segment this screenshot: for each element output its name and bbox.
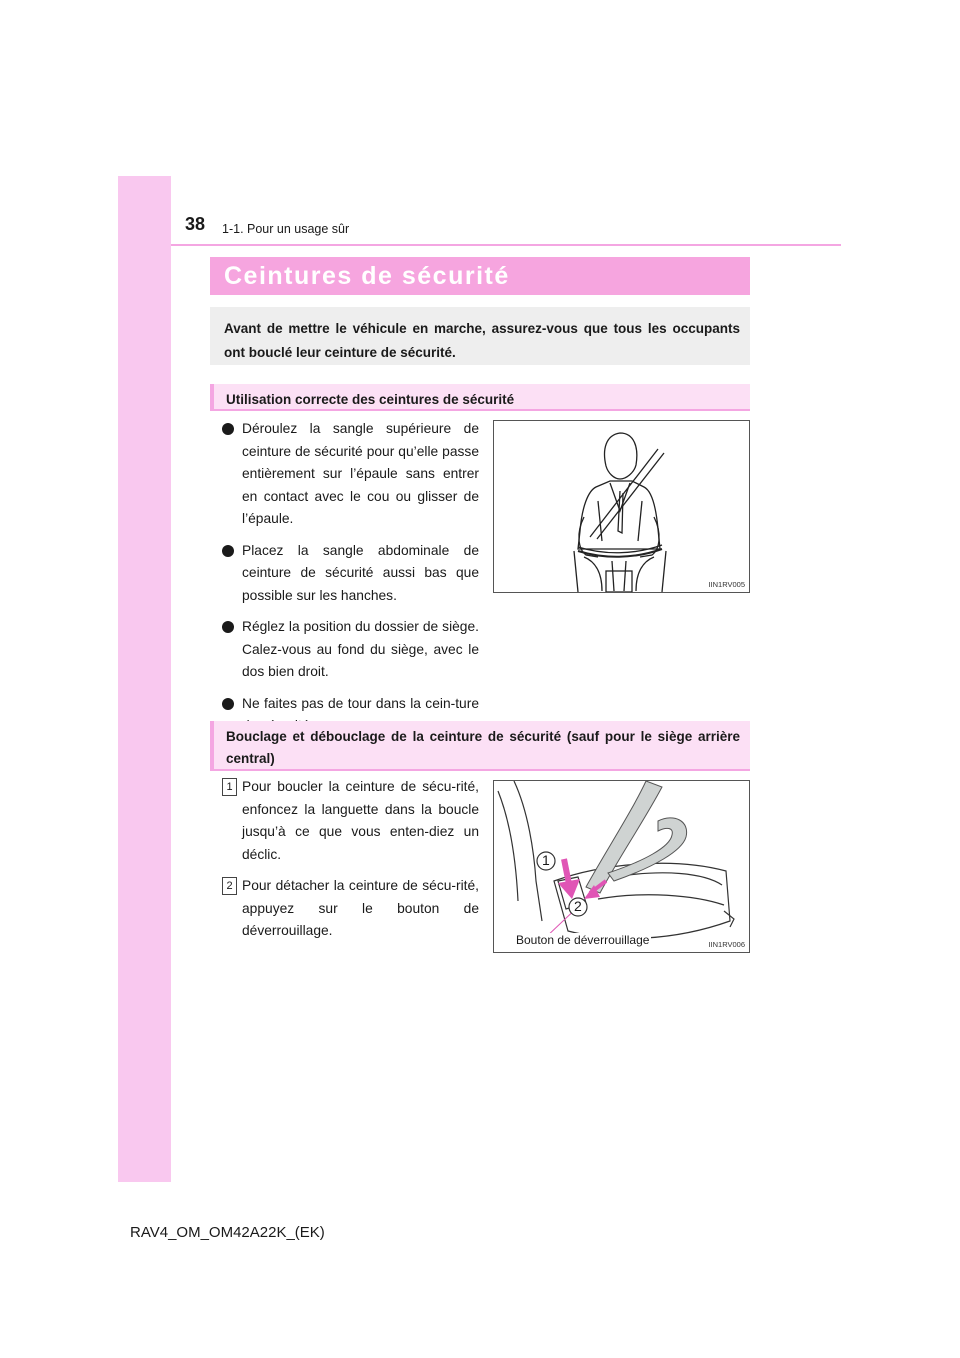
page-title-banner — [210, 257, 750, 295]
section-heading-usage — [210, 384, 750, 411]
list-item: 2 Pour détacher la ceinture de sécu-rité, appuyez sur le bouton de déverrouillage. — [222, 875, 479, 943]
step-number-badge: 1 — [222, 778, 237, 796]
bullet-dot-icon — [222, 621, 234, 633]
section-heading-buckling-text: Bouclage et débouclage de la ceinture de sécurité (sauf pour le siège arrière central) — [226, 729, 740, 766]
page-title: Ceintures de sécurité — [224, 262, 510, 290]
side-tab-band — [118, 176, 171, 1182]
page-number: 38 — [185, 214, 206, 234]
document-footer: RAV4_OM_OM42A22K_(EK) — [130, 1224, 325, 1241]
list-item: Déroulez la sangle supérieure de ceinture de sécurité pour qu’elle passe entièrement sur l’épaule sans entrer en contact avec le cou ou glisser de l’épaule. — [222, 418, 479, 531]
figure-code: IIN1RV006 — [708, 940, 745, 949]
list-item: Placez la sangle abdominale de ceinture de sécurité aussi bas que possible sur les hanches. — [222, 540, 479, 608]
list-item: 1 Pour boucler la ceinture de sécu-rité, enfoncez la languette dans la boucle jusqu’à ce que vous enten-diez un déclic. — [222, 776, 479, 866]
buckling-steps — [222, 776, 479, 952]
seated-occupant-icon — [494, 421, 749, 592]
callout-2: 2 — [574, 898, 582, 914]
intro-text: Avant de mettre le véhicule en marche, assurez-vous que tous les occupants ont bouclé leur ceinture de sécurité. — [224, 321, 740, 360]
usage-bullet-list — [222, 418, 479, 747]
seat-buckle-icon — [494, 781, 749, 952]
bullet-dot-icon — [222, 545, 234, 557]
step-number-badge: 2 — [222, 877, 237, 895]
section-label: 1-1. Pour un usage sûr — [222, 222, 350, 236]
section-heading-buckling — [210, 721, 750, 771]
seated-occupant-illustration — [493, 420, 750, 593]
callout-1: 1 — [542, 852, 550, 868]
figure-code: IIN1RV005 — [708, 580, 745, 589]
header-rule — [171, 244, 841, 246]
list-item: Réglez la position du dossier de siège. Calez-vous au fond du siège, avec le dos bien droit. — [222, 616, 479, 684]
intro-box — [210, 307, 750, 365]
bullet-dot-icon — [222, 423, 234, 435]
list-item: Ne faites pas de tour dans la cein-ture — [222, 693, 479, 738]
bullet-dot-icon — [222, 698, 234, 710]
figure-caption: Bouton de déverrouillage — [516, 933, 650, 947]
section-heading-usage-text: Utilisation correcte des ceintures de sécurité — [226, 392, 515, 407]
buckle-illustration — [493, 780, 750, 953]
